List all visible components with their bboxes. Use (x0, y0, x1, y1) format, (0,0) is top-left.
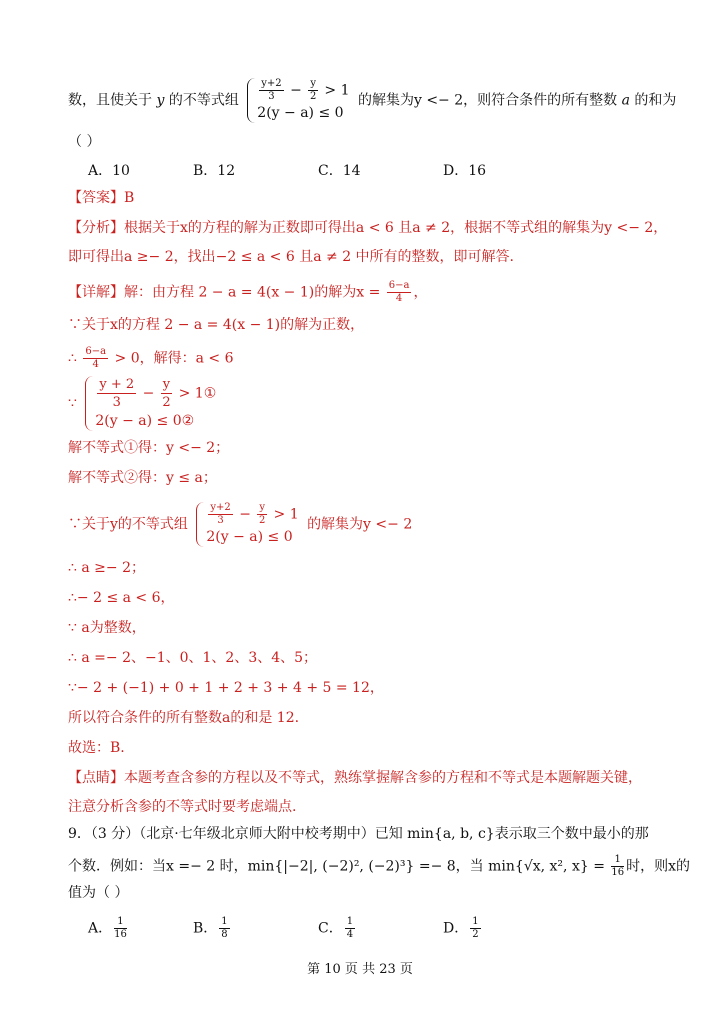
q8-paren: （ ） (68, 134, 101, 150)
detail-line-12: ∵− 2 + (−1) + 0 + 1 + 2 + 3 + 4 + 5 = 12， (68, 680, 384, 696)
detail-line-3: ∴ $\frac{6-a}{4}$ > 0，解得：a < 6 (68, 346, 234, 370)
q9-option-d: D． $\frac{1}{2}$ (443, 916, 479, 940)
q8-text: 的解集为y <− 2，则符合条件的所有整数 (357, 92, 618, 109)
q9-line-3: 值为（ ） (68, 885, 129, 901)
comment-line-1: 【点睛】本题考查含参的方程以及不等式，熟练掌握解含参的方程和不等式是本题解题关键， (68, 770, 642, 786)
inequality-system: $\frac{y+2}{3}$ − $\frac{y}{2}$ > 1 2(y − a) ≤ 0 (247, 78, 349, 123)
q8-stem-line (68, 78, 676, 123)
detail-line-4: ∵ $\frac{y + 2}{3}$ − $\frac{y}{2}$ > 1① 2(y − a) ≤ 0② (68, 377, 217, 429)
q9-line-2: 个数．例如：当x =− 2 时，min{|−2|, (−2)², (−2)³} =− 8，当 min{√x, x², x} = $\frac{1}{16}$ 时，则x的 (68, 854, 691, 878)
detail-line-6: 解不等式②得：y ≤ a； (68, 470, 217, 486)
q8-text: 的不等式组 (168, 92, 239, 109)
analysis-line-1: 【分析】根据关于x的方程的解为正数即可得出a < 6 且a ≠ 2，根据不等式组的解集为y <− 2， (68, 220, 668, 236)
detail-line-13: 所以符合条件的所有整数a的和是 12. (68, 710, 300, 726)
q9-line-1: 9．（3 分）（北京·七年级北京师大附中校考期中）已知 min{a, b, c}表示取三个数中最小的那 (68, 826, 649, 842)
q8-var: y (156, 92, 165, 109)
page-footer: 第 10 页 共 23 页 (307, 962, 413, 977)
detail-line-10: ∵ a为整数， (68, 620, 146, 636)
q8-text: 数，且使关于 (68, 92, 152, 109)
detail-line-7: ∵关于y的不等式组 $\frac{y+2}{3}$ − $\frac{y}{2}$ > 1 2(y − a) ≤ 0 的解集为y <− 2 (68, 502, 413, 545)
q9-option-b: B． $\frac{1}{8}$ (193, 916, 228, 940)
q8-option-a: A．10 (88, 163, 130, 179)
q8-option-c: C．14 (318, 163, 361, 179)
detail-line-1: 【详解】解：由方程 2 − a = 4(x − 1)的解为x = $\frac{6-a}{4}$ ， (68, 280, 428, 304)
detail-line-2: ∵关于x的方程 2 − a = 4(x − 1)的解为正数， (68, 317, 365, 333)
q9-option-a: A． $\frac{1}{16}$ (88, 916, 127, 940)
detail-line-11: ∴ a =− 2、−1、0、1、2、3、4、5； (68, 650, 318, 666)
analysis-line-2: 即可得出a ≥− 2，找出−2 ≤ a < 6 且a ≠ 2 中所有的整数，即可解答. (68, 249, 515, 265)
q8-var: a (621, 92, 630, 109)
answer-line: 【答案】B (68, 190, 135, 206)
detail-line-5: 解不等式①得：y <− 2； (68, 440, 230, 456)
q8-option-b: B．12 (193, 163, 236, 179)
detail-line-14: 故选：B. (68, 740, 125, 756)
inequality-system-numbered: $\frac{y + 2}{3}$ − $\frac{y}{2}$ > 1① 2(y − a) ≤ 0② (85, 376, 216, 431)
q8-text: 的和为 (634, 92, 677, 109)
detail-line-9: ∴− 2 ≤ a < 6， (68, 590, 175, 606)
q8-option-d: D．16 (443, 163, 487, 179)
detail-line-8: ∴ a ≥− 2； (68, 560, 145, 576)
inequality-system: $\frac{y+2}{3}$ − $\frac{y}{2}$ > 1 2(y − a) ≤ 0 (196, 502, 298, 547)
comment-line-2: 注意分析含参的不等式时要考虑端点. (68, 799, 297, 815)
q9-option-c: C． $\frac{1}{4}$ (318, 916, 354, 940)
